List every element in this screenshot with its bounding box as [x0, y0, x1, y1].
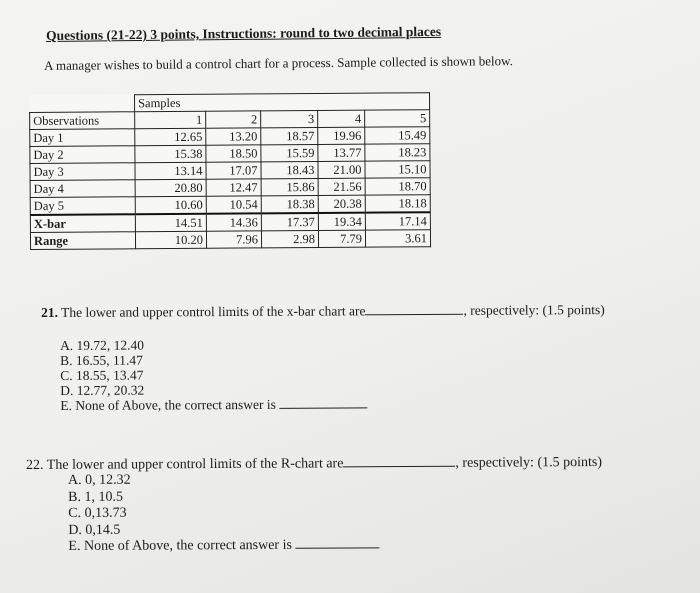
table-cell: 3.61 [365, 230, 430, 247]
option-d: D. 0,14.5 [68, 522, 121, 538]
option-d: D. 12.77, 20.32 [60, 382, 145, 398]
table-cell: 7.79 [318, 230, 365, 247]
samples-label: Samples [135, 93, 430, 112]
table-cell: 12.47 [206, 179, 261, 196]
option-c: C. 0,13.73 [68, 505, 127, 521]
question-21-text: The lower and upper control limits of the x-bar chart are [61, 303, 366, 320]
row-label: Day 3 [30, 163, 135, 181]
sample-number: 1 [135, 111, 206, 128]
question-21-suffix: , respectively: (1.5 points) [463, 302, 605, 318]
option-a: A. 0, 12.32 [68, 472, 131, 488]
option-e: E. None of Above, the correct answer is [68, 537, 292, 554]
table-cell: 13.77 [318, 144, 365, 161]
header-title: Questions (21-22) 3 points, Instructions: round to two decimal places [46, 23, 442, 43]
range-label: Range [30, 232, 135, 250]
xbar-label: X-bar [30, 214, 135, 232]
table-cell: 21.56 [318, 178, 365, 195]
table-cell: 14.51 [135, 214, 206, 232]
observations-header: Observations [30, 112, 135, 130]
table-cell: 15.38 [135, 145, 206, 162]
intro-text: A manager wishes to build a control chart for a process. Sample collected is shown below. [44, 53, 513, 73]
table-cell: 13.14 [135, 162, 206, 179]
table-cell: 19.34 [318, 213, 365, 231]
table-cell: 7.96 [206, 231, 261, 248]
table-cell: 21.00 [318, 161, 365, 178]
option-c: C. 18.55, 13.47 [60, 367, 144, 383]
answer-blank-22e[interactable] [295, 546, 379, 548]
answer-blank-21e[interactable] [279, 406, 367, 408]
table-cell: 19.96 [318, 127, 365, 144]
questions-header [46, 24, 441, 44]
option-b: B. 16.55, 11.47 [60, 352, 143, 368]
question-22-suffix: , respectively: (1.5 points) [455, 454, 603, 471]
table-cell: 17.37 [261, 213, 318, 231]
table-cell: 17.14 [365, 212, 430, 230]
table-cell: 20.80 [135, 179, 206, 196]
range-row [30, 230, 430, 250]
table-cell: 17.07 [206, 162, 261, 179]
table-cell: 13.20 [206, 128, 261, 145]
table-cell: 18.38 [261, 195, 318, 213]
question-21-number: 21. [41, 304, 58, 320]
answer-blank-21[interactable] [365, 313, 463, 316]
table-cell: 20.38 [318, 195, 365, 213]
table-cell: 15.86 [261, 178, 318, 195]
table-cell: 14.36 [206, 213, 261, 231]
sample-number: 3 [261, 110, 318, 127]
table-cell: 18.57 [261, 127, 318, 144]
table-cell: 18.50 [206, 145, 261, 162]
sample-number: 5 [365, 110, 430, 127]
option-b: B. 1, 10.5 [68, 489, 124, 505]
row-label: Day 2 [30, 146, 135, 164]
answer-blank-22[interactable] [343, 465, 455, 468]
table-cell: 15.49 [365, 127, 430, 144]
question-22-text: The lower and upper control limits of the R-chart are [46, 456, 344, 473]
sample-number: 2 [206, 111, 261, 128]
option-e: E. None of Above, the correct answer is [60, 396, 276, 413]
sample-number: 4 [318, 110, 365, 127]
table-cell: 15.59 [261, 144, 318, 161]
row-label: Day 4 [30, 180, 135, 198]
row-label: Day 1 [30, 129, 135, 147]
table-cell: 2.98 [261, 230, 318, 247]
question-22-number: 22. [26, 457, 44, 473]
question-21 [41, 302, 605, 321]
table-cell: 18.70 [365, 178, 430, 195]
table-cell: 18.18 [365, 195, 430, 213]
table-cell: 12.65 [135, 128, 206, 145]
table-cell: 18.23 [365, 144, 430, 161]
option-a: A. 19.72, 12.40 [60, 337, 145, 353]
table-corner [30, 95, 135, 113]
table-cell: 18.43 [261, 161, 318, 178]
table-cell: 10.60 [135, 196, 206, 214]
table-cell: 15.10 [365, 161, 430, 178]
sample-table [29, 92, 431, 250]
question-22-options [68, 471, 379, 555]
row-label: Day 5 [30, 197, 135, 215]
table-cell: 10.20 [135, 231, 206, 248]
question-21-options [60, 336, 367, 413]
table-cell: 10.54 [206, 196, 261, 214]
